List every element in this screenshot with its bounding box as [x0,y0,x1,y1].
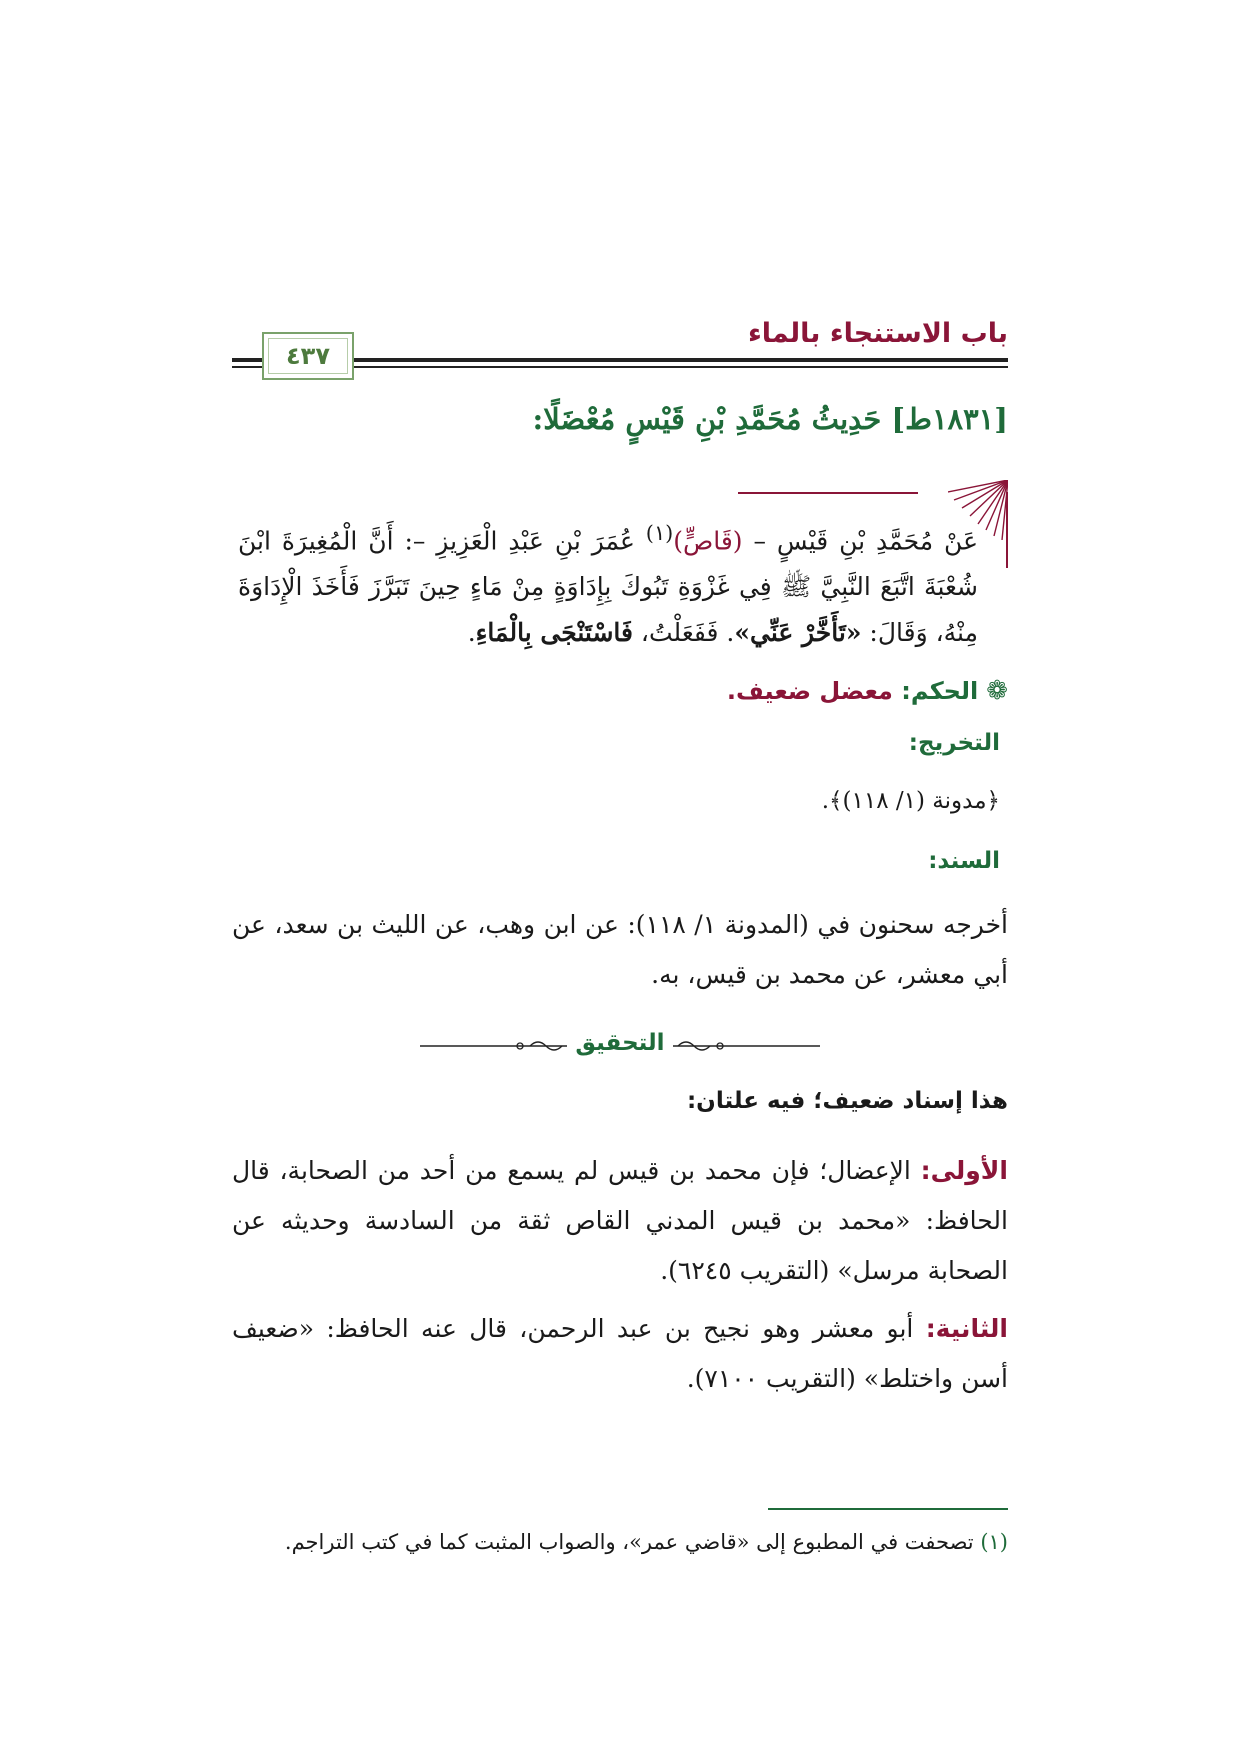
second-text: أبو معشر وهو نجيح بن عبد الرحمن، قال عنه الحافظ: «ضعيف أسن واختلط» (التقريب ٧١٠٠). [232,1314,1008,1393]
first-defect [232,1146,1008,1296]
ruling-label: الحكم: [901,677,979,705]
footnote-text: تصحفت في المطبوع إلى «قاضي عمر»، والصواب المثبت كما في كتب التراجم. [284,1530,981,1554]
hadith-text [238,510,978,656]
hadith-title: حَدِيثُ مُحَمَّدِ بْنِ قَيْسٍ مُعْضَلًا: [532,402,882,436]
hadith-text-end: . [467,618,476,648]
tahqiq-divider-label [0,1030,1240,1056]
tahqiq-label: التحقيق [567,1030,672,1056]
first-label: الأولى: [920,1156,1008,1185]
second-defect [232,1304,1008,1404]
footnote-rule [768,1508,1008,1510]
tahqiq-lead: هذا إسناد ضعيف؛ فيه علتان: [686,1088,1008,1114]
takhrij-heading: التخريج: [908,730,1000,756]
hadith-heading [232,402,1008,436]
takhrij-text: ﴿مدونة (١/ ١١٨)﴾. [821,788,1000,814]
box-top-line [738,492,918,494]
page-number-frame [262,332,354,380]
hadith-number: [١٨٣١ط] [891,402,1008,436]
hadith-qas-word: (قَاصٍّ) [673,526,743,556]
hadith-text-3: . فَفَعَلْتُ، [632,618,735,648]
ruling-line [232,676,1008,706]
hadith-box [232,480,1008,650]
hadith-quote: «تَأَخَّرْ عَنِّي» [734,618,862,648]
ruling-value: معضل ضعيف. [726,677,893,705]
hadith-text-1: عَنْ مُحَمَّدِ بْنِ قَيْسٍ – [742,526,978,556]
page-number: ٤٣٧ [286,342,330,370]
hadith-bold-end: فَاسْتَنْجَى بِالْمَاءِ [475,618,633,648]
chapter-title: باب الاستنجاء بالماء [747,318,1008,349]
footnote-number: (١) [980,1530,1008,1554]
flower-icon: ❁ [986,676,1008,706]
first-text: الإعضال؛ فإن محمد بن قيس لم يسمع من أحد من الصحابة، قال الحافظ: «محمد بن قيس المدني القاص ثقة من السادسة وحديثه عن الصحابة مرسل» (التقريب ٦٢٤٥). [232,1156,1008,1285]
sanad-heading: السند: [928,848,1000,874]
sanad-text: أخرجه سحنون في (المدونة ١/ ١١٨): عن ابن وهب، عن الليث بن سعد، عن أبي معشر، عن محمد بن قيس، به. [232,910,1008,989]
second-label: الثانية: [925,1314,1008,1343]
footnote-ref[interactable]: (١) [645,521,674,545]
hadith-text-2: عُمَرَ بْنِ عَبْدِ الْعَزِيزِ –: أَنَّ الْمُغِيرَةَ ابْنَ شُعْبَةَ اتَّبَعَ النَّبِيَّ ﷺ فِي غَزْوَةِ تَبُوكَ بِإِدَاوَةٍ مِنْ مَاءٍ حِينَ تَبَرَّزَ فَأَخَذَ الْإِدَاوَةَ مِنْهُ، وَقَالَ: [238,526,978,648]
footnote [232,1530,1008,1554]
